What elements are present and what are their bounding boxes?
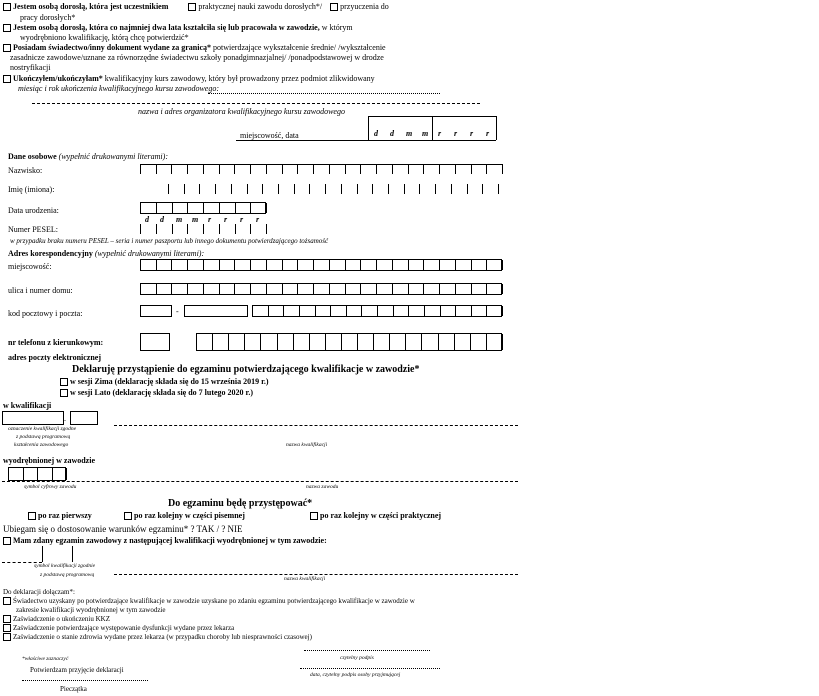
cell-divider (424, 306, 425, 316)
cell-divider (345, 284, 346, 294)
checkbox-icon[interactable] (3, 633, 11, 641)
cell-divider (486, 164, 487, 174)
cell-divider (313, 164, 314, 174)
option-3-text: potwierdzające wykształcenie średnie/ /wykształcenie (213, 43, 386, 52)
cell-divider (315, 306, 316, 316)
cell-divider (408, 306, 409, 316)
cell-divider (244, 334, 245, 350)
cell-divider (313, 260, 314, 270)
eligibility-option-1[interactable] (3, 2, 389, 11)
qual-name-caption: nazwa kwalifikacji (286, 442, 328, 448)
cell-divider (23, 468, 24, 480)
cell-divider (266, 284, 267, 294)
cell-divider (360, 284, 361, 294)
option-4-text: kwalifikacyjny kurs zawodowy, który był prowadzony przez podmiot zlikwidowany (104, 74, 375, 83)
cell-divider (471, 164, 472, 174)
phone-dividers (196, 334, 502, 350)
cell-divider (440, 306, 441, 316)
cell-divider (346, 306, 347, 316)
exam-heading: Do egzaminu będę przystępować* (168, 498, 313, 509)
cell-divider (345, 164, 346, 174)
cell-divider (250, 164, 251, 174)
checkbox-icon[interactable] (188, 3, 196, 11)
attachment-3[interactable] (3, 624, 234, 632)
cell-divider (203, 164, 204, 174)
checkbox-icon[interactable] (310, 512, 318, 520)
cell-divider (156, 203, 157, 213)
cell-divider (277, 334, 278, 350)
cell-divider (156, 164, 157, 174)
cell-divider (341, 334, 342, 350)
pesel-note: w przypadku braku numeru PESEL – seria i numer paszportu lub innego dokumentu potwierdzającego tożsamość (10, 237, 329, 245)
eligibility-option-3[interactable] (3, 43, 386, 52)
checkbox-icon[interactable] (3, 624, 11, 632)
birth-letter: d (160, 215, 164, 224)
birth-letter: r (256, 215, 260, 224)
cell-divider (266, 260, 267, 270)
exam-first-time-label: po raz pierwszy (38, 511, 92, 520)
cell-divider (268, 306, 269, 316)
cell-divider (309, 334, 310, 350)
cell-divider (357, 184, 358, 194)
cell-divider (373, 334, 374, 350)
cell-divider (250, 260, 251, 270)
qual-code-caption-2: z podstawą programową (16, 434, 71, 440)
cell-divider (341, 184, 342, 194)
option-2-line2: wyodrębniono kwalifikację, którą chcę potwierdzić* (20, 33, 189, 42)
cell-divider (171, 284, 172, 294)
city-label: miejscowość: (8, 262, 52, 271)
qualification-code-box-2[interactable] (70, 411, 98, 425)
cell-divider (187, 164, 188, 174)
organizer-caption: nazwa i adres organizatora kwalifikacyjnego kursu zawodowego (138, 107, 345, 116)
cell-divider (372, 184, 373, 194)
surname-label: Nazwisko: (8, 166, 43, 175)
cell-divider (439, 164, 440, 174)
cell-divider (471, 260, 472, 270)
cell-divider (454, 334, 455, 350)
cell-divider (486, 334, 487, 350)
postcode-part1[interactable] (140, 305, 172, 317)
cell-divider (140, 260, 141, 270)
cell-divider (282, 260, 283, 270)
cell-divider (408, 284, 409, 294)
pesel-label: Numer PESEL: (8, 225, 58, 234)
cell-divider (421, 334, 422, 350)
checkbox-icon[interactable] (28, 512, 36, 520)
cell-divider (502, 164, 503, 174)
cell-divider (294, 184, 295, 194)
address-heading-italic: (wypełnić drukowanymi literami): (94, 249, 205, 258)
birth-letter: m (176, 215, 183, 224)
cell-divider (388, 184, 389, 194)
pesel-field[interactable] (140, 224, 266, 234)
cell-divider (299, 306, 300, 316)
attachment-1-line2: zakresie kwalifikacji wyodrębnionej w tym zawodzie (16, 606, 166, 614)
cell-divider (172, 203, 173, 213)
cell-divider (392, 284, 393, 294)
cell-divider (423, 260, 424, 270)
checkbox-icon[interactable] (60, 378, 68, 386)
cell-divider (329, 164, 330, 174)
cell-divider (502, 334, 503, 350)
exam-again-practical[interactable] (310, 511, 441, 520)
birth-letter: r (224, 215, 228, 224)
cell-divider (502, 306, 503, 316)
cell-divider (266, 203, 267, 213)
cell-divider (376, 260, 377, 270)
cell-divider (266, 164, 267, 174)
cell-divider (168, 184, 169, 194)
passed-exam-label: Mam zdany egzamin zawodowy z następującej kwalifikacji wyodrębnionej w tym zawodzie: (13, 536, 327, 545)
place-date-label: miejscowość, data (240, 131, 299, 140)
date-letter: d (374, 129, 378, 138)
cell-divider (235, 203, 236, 213)
cell-divider (482, 184, 483, 194)
cell-divider (439, 284, 440, 294)
passed-code-caption-1: symbol kwalifikacji zgodnie (34, 563, 96, 569)
cell-divider (389, 334, 390, 350)
cell-divider (486, 306, 487, 316)
cell-divider (171, 260, 172, 270)
passed-name-line[interactable] (114, 574, 518, 575)
date-box-bottom (236, 140, 496, 141)
course-date-line[interactable] (208, 93, 440, 94)
checkbox-icon[interactable] (330, 3, 338, 11)
cell-divider (471, 306, 472, 316)
cell-divider (377, 306, 378, 316)
cell-divider (357, 334, 358, 350)
cell-divider (438, 334, 439, 350)
cell-divider (219, 260, 220, 270)
attachment-1-label: Świadectwo uzyskany po potwierdzające kwalifikacje w zawodzie uzyskane po zdaniu egzaminu potwierdzającego kwalifikacje w zawodzie w (13, 597, 415, 605)
date-letter: r (486, 129, 490, 138)
cell-divider (184, 184, 185, 194)
checkbox-icon[interactable] (3, 537, 11, 545)
cell-divider (435, 184, 436, 194)
option-1-line2: pracy dorosłych* (20, 13, 76, 22)
cell-divider (199, 184, 200, 194)
adaptation-question[interactable]: Ubiegam się o dostosowanie warunków egzaminu* ? TAK / ? NIE (3, 524, 243, 534)
cell-divider (219, 203, 220, 213)
birth-letter: d (145, 215, 149, 224)
cell-divider (451, 184, 452, 194)
cell-divider (360, 260, 361, 270)
passed-code-caption-2: z podstawą programową (40, 572, 95, 578)
option-2-text: w którym (321, 23, 353, 32)
cell-divider (470, 334, 471, 350)
cell-divider (408, 260, 409, 270)
qualification-dot: . (64, 414, 66, 423)
cell-divider (376, 164, 377, 174)
profession-code-caption: symbol cyfrowy zawodu (24, 484, 77, 490)
birth-letters (140, 215, 266, 223)
birth-date-dividers (140, 203, 266, 213)
attachment-4[interactable] (3, 633, 312, 641)
cell-divider (423, 284, 424, 294)
cell-divider (171, 164, 172, 174)
checkbox-icon[interactable] (3, 24, 11, 32)
signature-caption: czytelny podpis (340, 655, 374, 661)
passed-code-left (42, 546, 43, 562)
cell-divider (8, 468, 9, 480)
checkbox-icon[interactable] (60, 389, 68, 397)
session-winter-label: w sesji Zima (deklarację składa się do 15 września 2019 r.) (70, 377, 269, 386)
option-4-bold: Ukończyłem/ukończyłam* (13, 74, 103, 83)
cell-divider (361, 306, 362, 316)
cell-divider (309, 184, 310, 194)
cell-divider (203, 203, 204, 213)
personal-heading-bold: Dane osobowe (8, 152, 57, 161)
cell-divider (282, 284, 283, 294)
cell-divider (471, 284, 472, 294)
cell-divider (231, 184, 232, 194)
cell-divider (250, 284, 251, 294)
cell-divider (140, 284, 141, 294)
cell-divider (219, 164, 220, 174)
date-letter: m (406, 129, 413, 138)
post-office-dividers (252, 306, 502, 316)
cell-divider (330, 306, 331, 316)
cell-divider (486, 260, 487, 270)
cell-divider (329, 284, 330, 294)
session-winter[interactable] (60, 377, 269, 386)
cell-divider (156, 260, 157, 270)
cell-divider (196, 334, 197, 350)
cell-divider (419, 184, 420, 194)
date-letter: r (470, 129, 474, 138)
exam-again-written-label: po raz kolejny w części pisemnej (134, 511, 245, 520)
surname-field[interactable] (140, 164, 502, 174)
cell-divider (156, 224, 157, 234)
cell-divider (502, 260, 503, 270)
cell-divider (234, 284, 235, 294)
city-dividers (140, 260, 502, 270)
date-box-right (496, 116, 497, 140)
cell-divider (282, 164, 283, 174)
passed-name-caption: nazwa kwalifikacji (284, 576, 326, 582)
cell-divider (262, 184, 263, 194)
cell-divider (498, 184, 499, 194)
cell-divider (187, 203, 188, 213)
cell-divider (360, 164, 361, 174)
cell-divider (219, 224, 220, 234)
cell-divider (140, 164, 141, 174)
attachment-3-label: Zaświadczenie potwierdzające występowanie dysfunkcji wydane przez lekarza (13, 624, 235, 632)
cell-divider (203, 260, 204, 270)
cell-divider (455, 260, 456, 270)
cell-divider (345, 260, 346, 270)
attachment-1[interactable] (3, 597, 415, 605)
profession-name-line[interactable] (2, 481, 518, 482)
cell-divider (252, 306, 253, 316)
cell-divider (297, 284, 298, 294)
cell-divider (455, 306, 456, 316)
cell-divider (392, 260, 393, 270)
cell-divider (187, 224, 188, 234)
stamp-label: Pieczątka (60, 685, 87, 693)
cell-divider (408, 164, 409, 174)
cell-divider (203, 224, 204, 234)
cell-divider (423, 164, 424, 174)
footer-note: *właściwe zaznaczyć (22, 656, 69, 662)
qualification-label: w kwalifikacji (3, 401, 52, 410)
option-1-text-b: przyuczenia do (340, 2, 389, 11)
birth-letter: m (192, 215, 199, 224)
cell-divider (297, 164, 298, 174)
address-heading-bold: Adres korespondencyjny (8, 249, 93, 258)
option-1-bold: Jestem osobą dorosłą, która jest uczestnikiem (13, 2, 169, 11)
cell-divider (325, 184, 326, 194)
qualification-name-line[interactable] (114, 425, 518, 426)
cell-divider (329, 260, 330, 270)
birth-letter: r (240, 215, 244, 224)
cell-divider (37, 468, 38, 480)
cell-divider (455, 164, 456, 174)
street-label: ulica i numer domu: (8, 286, 73, 295)
option-1-text-a: praktycznej nauki zawodu dorosłych*/ (198, 2, 323, 11)
isolated-label: wyodrębnionej w zawodzie (3, 456, 95, 465)
cell-divider (172, 224, 173, 234)
profession-name-caption: nazwa zawodu (306, 484, 339, 490)
cell-divider (405, 334, 406, 350)
cell-divider (215, 184, 216, 194)
attachment-2-label: Zaświadczenie o ukończeniu KKZ (13, 615, 110, 623)
checkbox-icon[interactable] (124, 512, 132, 520)
qualification-code-box-1[interactable] (2, 411, 64, 425)
organizer-line[interactable] (32, 103, 480, 104)
confirm-receipt: Potwierdzam przyjęcie deklaracji (30, 666, 124, 674)
phone-area-code[interactable] (140, 333, 170, 351)
stamp-line[interactable] (22, 680, 148, 681)
cell-divider (228, 334, 229, 350)
cell-divider (486, 284, 487, 294)
cell-divider (247, 184, 248, 194)
cell-divider (283, 306, 284, 316)
option-2-bold: Jestem osobą dorosłą, która co najmniej dwa lata kształciła się lub pracowała w zawodzie, (13, 23, 320, 32)
personal-heading-italic: (wypełnić drukowanymi literami): (58, 152, 168, 161)
exam-again-written[interactable] (124, 511, 245, 520)
option-3-line2: zasadnicze zawodowe/uznane za równorzędne świadectwu szkoły ponadgimnazjalnej/ /ponadpodstawowej w drodze (10, 53, 384, 62)
declaration-title: Deklaruję przystąpienie do egzaminu potwierdzającego kwalifikacje w zawodzie* (72, 364, 420, 375)
cell-divider (297, 260, 298, 270)
eligibility-option-4[interactable] (3, 74, 375, 83)
checkbox-icon[interactable] (3, 75, 11, 83)
cell-divider (235, 224, 236, 234)
eligibility-option-2[interactable] (3, 23, 353, 32)
date-letter: m (422, 129, 429, 138)
cell-divider (467, 184, 468, 194)
passed-exam-option[interactable] (3, 536, 327, 545)
cell-divider (140, 224, 141, 234)
cell-divider (187, 260, 188, 270)
attachment-4-label: Zaświadczenie o stanie zdrowia wydane przez lekarza (w przypadku choroby lub niesprawności czasowej) (13, 633, 312, 641)
personal-heading (8, 152, 168, 161)
attachment-2[interactable] (3, 615, 110, 623)
qual-code-caption-3: kształcenia zawodowego (14, 442, 69, 448)
exam-again-practical-label: po raz kolejny w części praktycznej (320, 511, 442, 520)
first-names-label: Imię (imiona): (8, 185, 55, 194)
cell-divider (250, 203, 251, 213)
profession-code-dividers (8, 468, 66, 480)
cell-divider (313, 284, 314, 294)
cell-divider (393, 306, 394, 316)
checkbox-icon[interactable] (3, 615, 11, 623)
receiver-line[interactable] (300, 668, 440, 669)
cell-divider (455, 284, 456, 294)
date-letters[interactable] (368, 129, 496, 139)
receiver-caption: data, czytelny podpis osoby przyjmującej (310, 672, 401, 678)
cell-divider (260, 334, 261, 350)
cell-divider (187, 284, 188, 294)
street-dividers (140, 284, 502, 294)
cell-divider (212, 334, 213, 350)
birth-date-label: Data urodzenia: (8, 206, 59, 215)
cell-divider (156, 284, 157, 294)
cell-divider (266, 224, 267, 234)
cell-divider (203, 284, 204, 294)
postcode-part2[interactable] (184, 305, 248, 317)
date-letter: r (438, 129, 442, 138)
cell-divider (502, 284, 503, 294)
cell-divider (66, 468, 67, 480)
phone-label: nr telefonu z kierunkowym: (8, 338, 104, 347)
cell-divider (234, 260, 235, 270)
address-heading (8, 249, 204, 258)
cell-divider (439, 260, 440, 270)
cell-divider (140, 203, 141, 213)
date-letter: d (390, 129, 394, 138)
cell-divider (392, 164, 393, 174)
first-names-field[interactable] (168, 184, 498, 194)
passed-code-right (72, 546, 73, 562)
cell-divider (250, 224, 251, 234)
postcode-label: kod pocztowy i poczta: (8, 309, 83, 318)
date-letter: r (454, 129, 458, 138)
cell-divider (219, 284, 220, 294)
cell-divider (325, 334, 326, 350)
cell-divider (404, 184, 405, 194)
checkbox-icon[interactable] (3, 3, 11, 11)
checkbox-icon[interactable] (3, 597, 11, 605)
exam-first-time[interactable] (28, 511, 92, 520)
email-label: adres poczty elektronicznej (8, 353, 102, 362)
signature-line[interactable] (304, 650, 430, 651)
qual-code-caption-1: oznaczenie kwalifikacji zgodne (8, 426, 77, 432)
cell-divider (234, 164, 235, 174)
cell-divider (278, 184, 279, 194)
option-4-line2: miesiąc i rok ukończenia kwalifikacyjnego kursu zawodowego: (18, 84, 219, 93)
session-summer-label: w sesji Lato (deklarację składa się do 7 lutego 2020 r.) (70, 388, 254, 397)
checkbox-icon[interactable] (3, 44, 11, 52)
option-3-line3: nostryfikacji (10, 63, 51, 72)
cell-divider (52, 468, 53, 480)
session-summer[interactable] (60, 388, 253, 397)
attachments-heading: Do deklaracji dołączam*: (3, 588, 75, 596)
birth-letter: r (208, 215, 212, 224)
postcode-separator: - (176, 307, 179, 316)
option-3-bold: Posiadam świadectwo/inny dokument wydane za granicą* (13, 43, 212, 52)
cell-divider (376, 284, 377, 294)
cell-divider (293, 334, 294, 350)
